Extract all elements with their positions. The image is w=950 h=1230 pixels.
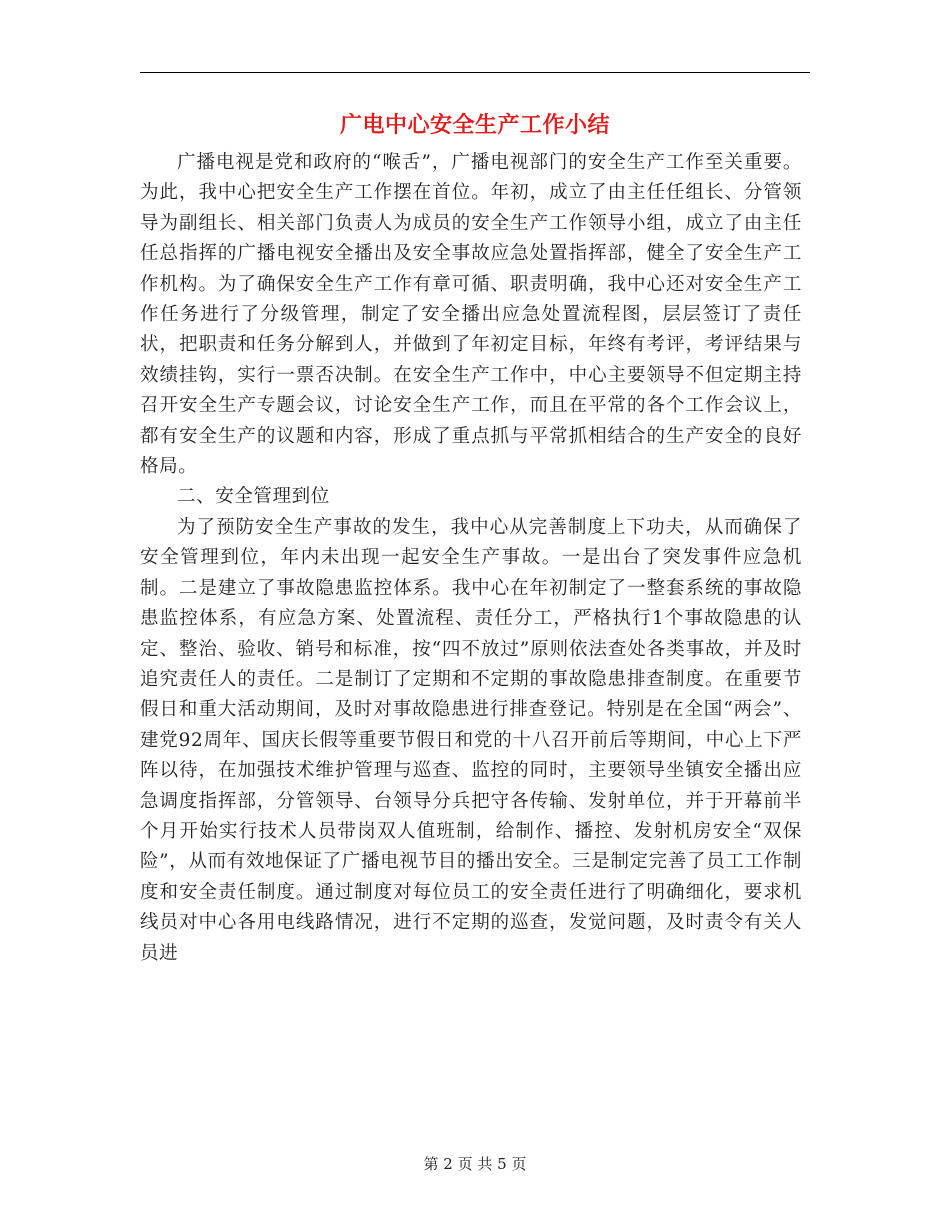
paragraph-intro: 广播电视是党和政府的“喉舌”，广播电视部门的安全生产工作至关重要。为此，我中心把安全生产工作摆在首位。年初，成立了由主任任组长、分管领导为副组长、相关部门负责人为成员的安全生产工作领导小组，成立了由主任任总指挥的广播电视安全播出及安全事故应急处置指挥部，健全了安全生产工作机构。为了确保安全生产工作有章可循、职责明确，我中心还对安全生产工作任务进行了分级管理，制定了安全播出应急处置流程图，层层签订了责任状，把职责和任务分解到人，并做到了年初定目标，年终有考评，考评结果与效绩挂钩，实行一票否决制。在安全生产工作中，中心主要领导不但定期主持召开安全生产专题会议，讨论安全生产工作，而且在平常的各个工作会议上，都有安全生产的议题和内容，形成了重点抓与平常抓相结合的生产安全的良好格局。	[140, 152, 802, 478]
section-heading: 二、安全管理到位	[177, 486, 330, 508]
paragraph-safety-management: 为了预防安全生产事故的发生，我中心从完善制度上下功夫，从而确保了安全管理到位，年内未出现一起安全生产事故。一是出台了突发事件应急机制。二是建立了事故隐患监控体系。我中心在年初制定了一整套系统的事故隐患监控体系，有应急方案、处置流程、责任分工，严格执行1个事故隐患的认定、整治、验收、销号和标准，按“四不放过”原则依法查处各类事故，并及时追究责任人的责任。二是制订了定期和不定期的事故隐患排查制度。在重要节假日和重大活动期间，及时对事故隐患进行排查登记。特别是在全国“两会”、建党92周年、国庆长假等重要节假日和党的十八召开前后等期间，中心上下严阵以待，在加强技术维护管理与巡查、监控的同时，主要领导坐镇安全播出应急调度指挥部，分管领导、台领导分兵把守各传输、发射单位，并于开幕前半个月开始实行技术人员带岗双人值班制，给制作、播控、发射机房安全“双保险”，从而有效地保证了广播电视节目的播出安全。三是制定完善了员工工作制度和安全责任制度。通过制度对每位员工的安全责任进行了明确细化，要求机线员对中心各用电线路情况，进行不定期的巡查，发觉问题，及时责令有关人员进	[140, 516, 802, 964]
document-body	[140, 148, 802, 969]
header-rule	[140, 72, 810, 73]
page-footer: 第 2 页 共 5 页	[423, 1155, 527, 1173]
document-title: 广电中心安全生产工作小结	[339, 113, 610, 138]
